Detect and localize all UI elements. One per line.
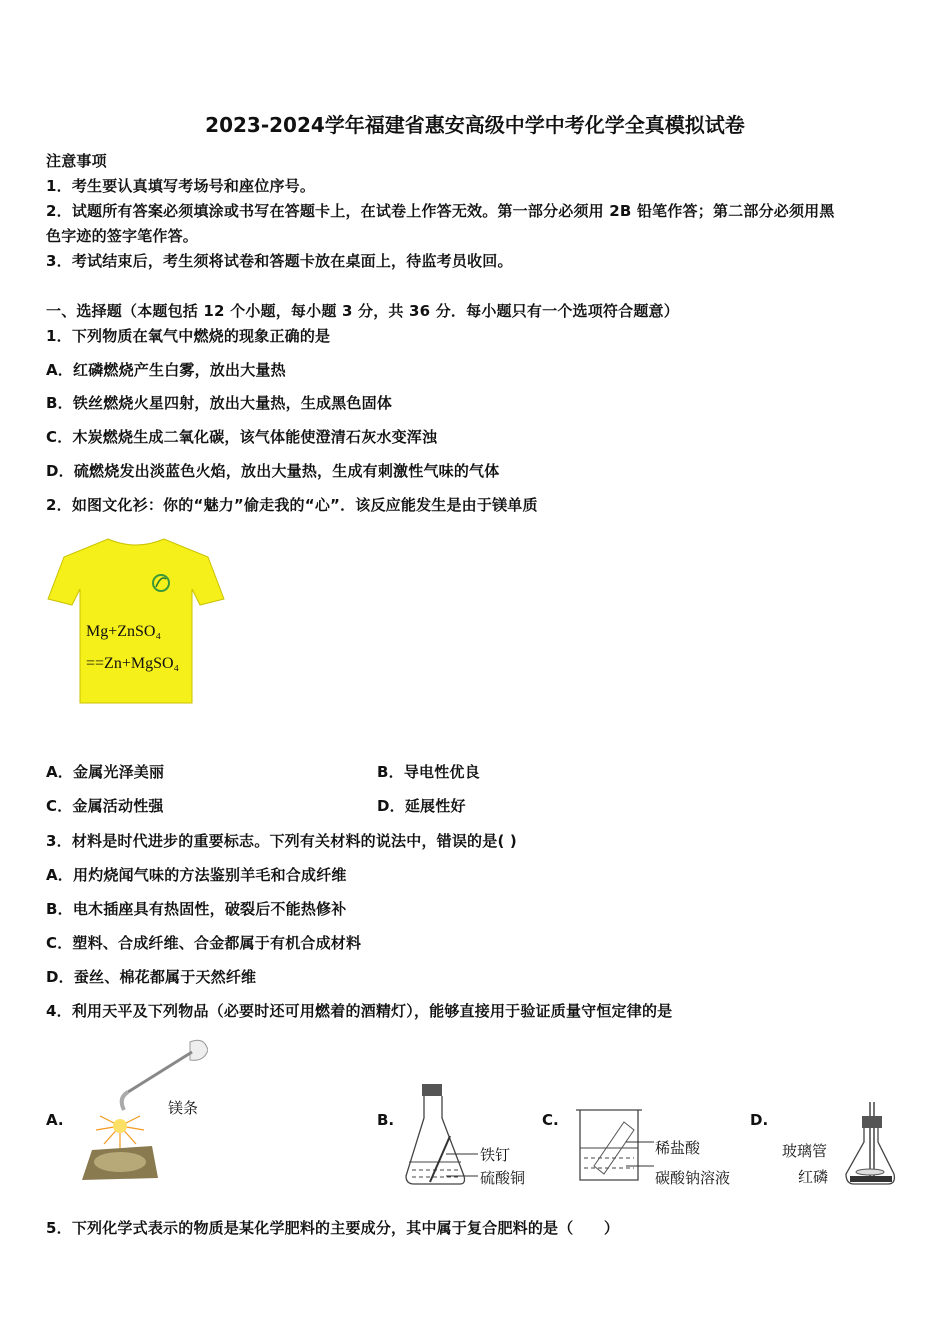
notice-item: 3．考试结束后，考生须将试卷和答题卡放在桌面上，待监考员收回。	[46, 252, 513, 270]
section-heading: 一、选择题（本题包括 12 个小题，每小题 3 分，共 36 分．每小题只有一个选项符合题意）	[46, 302, 679, 320]
q3-option-d: D．蚕丝、棉花都属于天然纤维	[46, 968, 257, 986]
question-3-stem: 3．材料是时代进步的重要标志。下列有关材料的说法中，错误的是( )	[46, 832, 517, 850]
question-2-stem: 2．如图文化衫：你的“魅力”偷走我的“心”．该反应能发生是由于镁单质	[46, 496, 538, 514]
question-5-stem: 5．下列化学式表示的物质是某化学肥料的主要成分，其中属于复合肥料的是（ ）	[46, 1219, 620, 1237]
q1-option-d: D．硫燃烧发出淡蓝色火焰，放出大量热，生成有刺激性气味的气体	[46, 462, 500, 480]
q3-option-b: B．电木插座具有热固性，破裂后不能热修补	[46, 900, 347, 918]
label-glass-tube: 玻璃管	[782, 1142, 828, 1160]
conical-flask-icon	[402, 1080, 482, 1190]
notice-heading: 注意事项	[46, 152, 107, 170]
label-magnesium-strip: 镁条	[168, 1099, 199, 1117]
q4-option-d-letter: D.	[750, 1111, 769, 1129]
q4-option-b-letter: B.	[377, 1111, 395, 1129]
page-title: 2023-2024学年福建省惠安高级中学中考化学全真模拟试卷	[205, 113, 745, 137]
q3-option-c: C．塑料、合成纤维、合金都属于有机合成材料	[46, 934, 362, 952]
tshirt-icon	[46, 535, 226, 707]
q2-option-d: D．延展性好	[377, 797, 466, 815]
flask-red-phosphorus-figure	[840, 1100, 900, 1190]
q1-option-b: B．铁丝燃烧火星四射，放出大量热，生成黑色固体	[46, 394, 393, 412]
flask-iron-nail-figure	[402, 1080, 482, 1190]
q4-option-c-letter: C.	[542, 1111, 559, 1129]
label-red-phosphorus: 红磷	[798, 1168, 829, 1186]
question-4-stem: 4．利用天平及下列物品（必要时还可用燃着的酒精灯），能够直接用于验证质量守恒定律的是	[46, 1002, 673, 1020]
beaker-icon	[574, 1106, 654, 1186]
shirt-equation-line2: ==Zn+MgSO₄	[86, 655, 180, 672]
label-copper-sulfate: 硫酸铜	[480, 1169, 526, 1187]
label-dilute-hcl: 稀盐酸	[655, 1139, 701, 1157]
q3-option-a: A．用灼烧闻气味的方法鉴别羊毛和合成纤维	[46, 866, 347, 884]
q2-option-b: B．导电性优良	[377, 763, 480, 781]
sealed-flask-icon	[840, 1100, 900, 1190]
notice-item: 色字迹的签字笔作答。	[46, 227, 199, 245]
label-sodium-carbonate-solution: 碳酸钠溶液	[655, 1169, 731, 1187]
label-iron-nail: 铁钉	[480, 1146, 511, 1164]
shirt-equation-line1: Mg+ZnSO₄	[86, 623, 162, 640]
beaker-test-tube-figure	[574, 1106, 654, 1186]
q1-option-a: A．红磷燃烧产生白雾，放出大量热	[46, 361, 286, 379]
notice-item: 1．考生要认真填写考场号和座位序号。	[46, 177, 316, 195]
q4-option-a-letter: A.	[46, 1111, 64, 1129]
notice-item: 2．试题所有答案必须填涂或书写在答题卡上，在试卷上作答无效。第一部分必须用 2B 铅笔作答；第二部分必须用黑	[46, 202, 835, 220]
q2-option-c: C．金属活动性强	[46, 797, 164, 815]
q1-option-c: C．木炭燃烧生成二氧化碳，该气体能使澄清石灰水变浑浊	[46, 428, 438, 446]
q2-option-a: A．金属光泽美丽	[46, 763, 165, 781]
tshirt-figure	[46, 535, 226, 707]
question-1-stem: 1．下列物质在氧气中燃烧的现象正确的是	[46, 327, 331, 345]
